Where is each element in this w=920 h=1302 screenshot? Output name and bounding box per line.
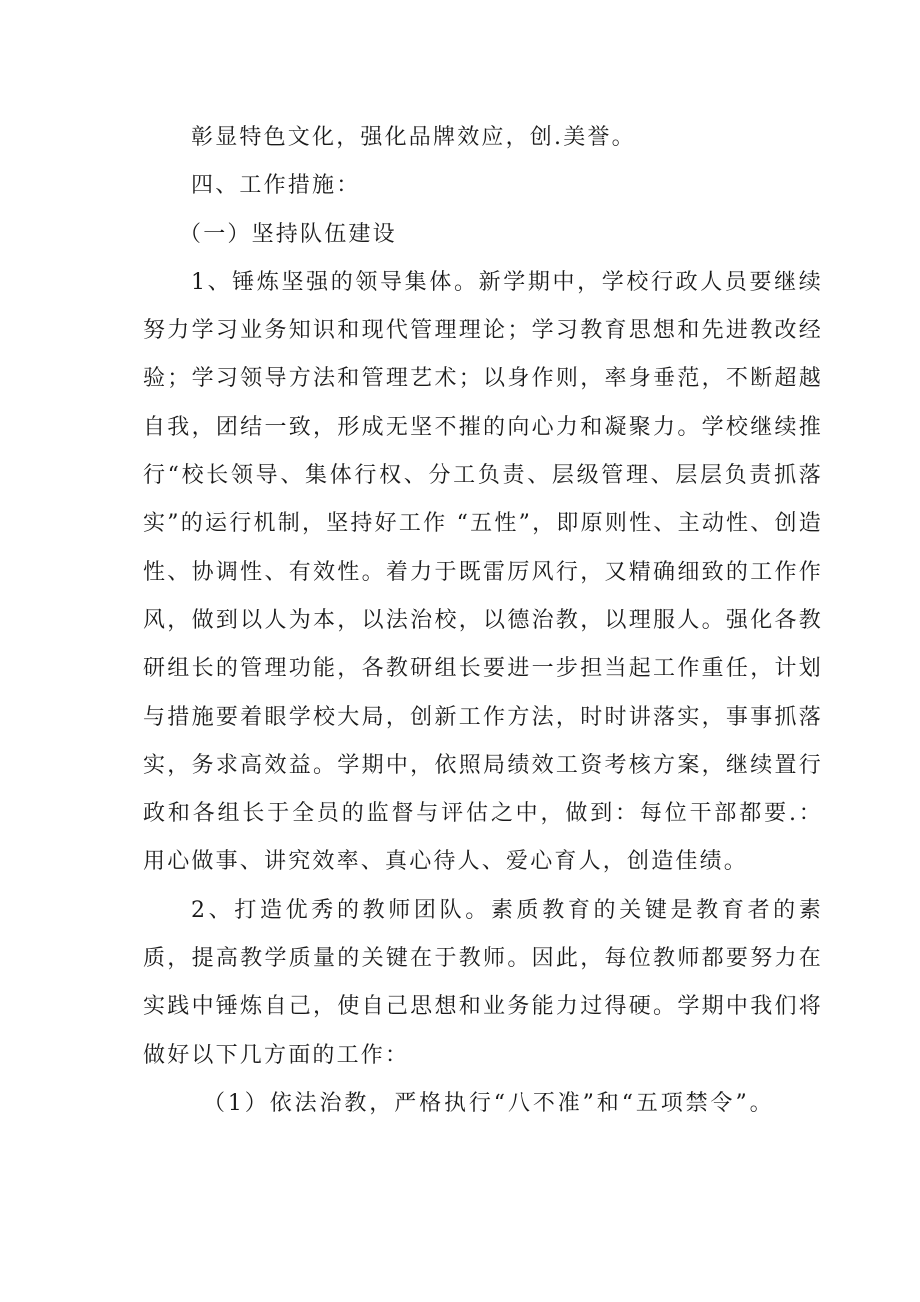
paragraph-leadership-collective: 1、锤炼坚强的领导集体。新学期中，学校行政人员要继续努力学习业务知识和现代管理理论；学习教育思想和先进教改经验；学习领导方法和管理艺术；以身作则，率身垂范，不断超越自我，团结一致，形成无坚不摧的向心力和凝聚力。学校继续推行“校长领导、集体行权、分工负责、层级管理、层层负责抓落实”的运行机制，坚持好工作 “五性”，即原则性、主动性、创造性、协调性、有效性。着力于既雷厉风行，又精确细致的工作作风，做到以人为本，以法治校，以德治教，以理服人。强化各教研组长的管理功能，各教研组长要进一步担当起工作重任，计划与措施要着眼学校大局，创新工作方法，时时讲落实，事事抓落实，务求高效益。学期中，依照局绩效工资考核方案，继续置行政和各组长于全员的监督与评估之中，做到：每位干部都要.：用心做事、讲究效率、真心待人、爱心育人，创造佳绩。 (143, 269, 823, 875)
section-heading-work-measures: 四、工作措施： (191, 173, 361, 199)
paragraph-brand-effect: 彰显特色文化，强化品牌效应，创.美誉。 (191, 125, 636, 150)
list-item-law-based-teaching: （1）依法治教，严格执行“八不准”和“五项禁令”。 (203, 1090, 775, 1116)
paragraph-teacher-team: 2、打造优秀的教师团队。素质教育的关键是教育者的素质，提高教学质量的关键在于教师。因此，每位教师都要努力在实践中锤炼自己，使自己思想和业务能力过得硬。学期中我们将做好以下几方面的工作： (143, 897, 823, 1068)
document-body (143, 114, 823, 1128)
subsection-heading-team-building: （一）坚持队伍建设 (179, 221, 397, 247)
